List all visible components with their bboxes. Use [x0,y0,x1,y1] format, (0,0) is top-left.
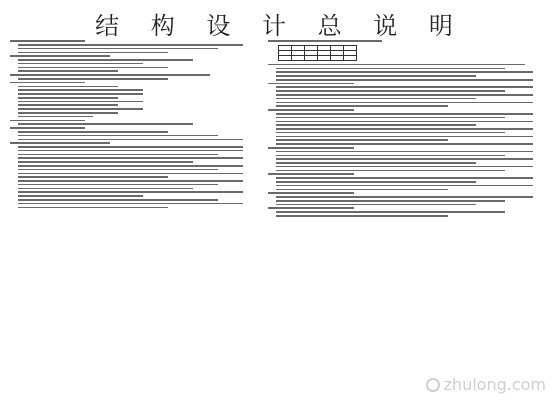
text-line [18,123,193,125]
text-line [276,185,533,187]
text-line [276,117,505,119]
text-line [18,188,193,190]
text-line [18,59,193,61]
section-heading [268,109,354,111]
text-line [276,102,533,104]
text-line [276,68,505,70]
left-column [10,38,260,393]
watermark-text: zhulong.com [443,375,546,394]
text-line [18,157,243,159]
text-line [18,104,118,106]
watermark [426,375,546,394]
text-line [18,108,143,110]
text-line [18,89,143,91]
text-line [276,200,505,202]
text-line [276,196,533,198]
text-line [268,64,525,66]
right-column [268,38,554,393]
text-line [18,93,143,95]
section-heading [10,55,110,57]
text-line [18,176,168,178]
text-line [18,44,243,46]
text-line [276,170,505,172]
text-line [18,131,168,133]
material-table [278,45,357,61]
text-line [18,48,218,50]
text-line [18,70,118,72]
section-heading [10,127,85,129]
text-line [276,124,476,126]
text-line [276,90,505,92]
text-line [18,150,243,152]
text-line [276,86,533,88]
text-line [18,101,143,103]
text-line [18,199,218,201]
section-heading [10,40,85,42]
section-heading [10,74,210,76]
text-line [18,195,143,197]
text-line [18,180,243,182]
text-line [18,86,118,88]
text-line [276,166,533,168]
section-heading [268,147,354,149]
text-line [276,215,448,217]
text-line [276,158,533,160]
text-line [18,116,93,118]
text-line [18,154,218,156]
text-line [276,136,533,138]
text-line [276,128,533,130]
section-heading [10,82,85,84]
text-line [276,162,476,164]
text-line [276,177,533,179]
text-line [18,203,243,205]
section-heading [10,142,110,144]
text-line [18,52,168,54]
text-line [18,146,243,148]
document-title: 结 构 设 计 总 说 明 [95,12,465,40]
text-line [18,67,168,69]
text-line [276,105,448,107]
text-line [276,139,448,141]
text-line [18,139,243,141]
text-line [276,204,476,206]
section-heading [10,120,85,122]
text-line [276,181,476,183]
text-line [276,121,533,123]
text-line [18,173,243,175]
text-line [276,155,505,157]
text-line [18,191,243,193]
text-line [276,151,533,153]
section-heading [268,40,382,42]
text-line [18,161,193,163]
text-line [276,98,476,100]
text-line [276,79,533,81]
text-line [276,143,533,145]
text-line [276,94,533,96]
section-heading [268,173,354,175]
text-line [18,97,118,99]
text-line [18,63,143,65]
text-line [18,135,218,137]
text-line [276,211,505,213]
text-line [276,189,448,191]
text-line [18,165,243,167]
text-line [18,207,168,209]
text-line [276,71,533,73]
text-line [18,78,168,80]
section-heading [268,192,354,194]
text-line [18,184,218,186]
text-line [18,112,118,114]
text-line [276,132,505,134]
section-heading [268,207,354,209]
text-line [18,169,218,171]
text-line [276,75,476,77]
zhulong-logo-icon [426,378,440,392]
text-line [276,113,533,115]
section-heading [268,83,354,85]
